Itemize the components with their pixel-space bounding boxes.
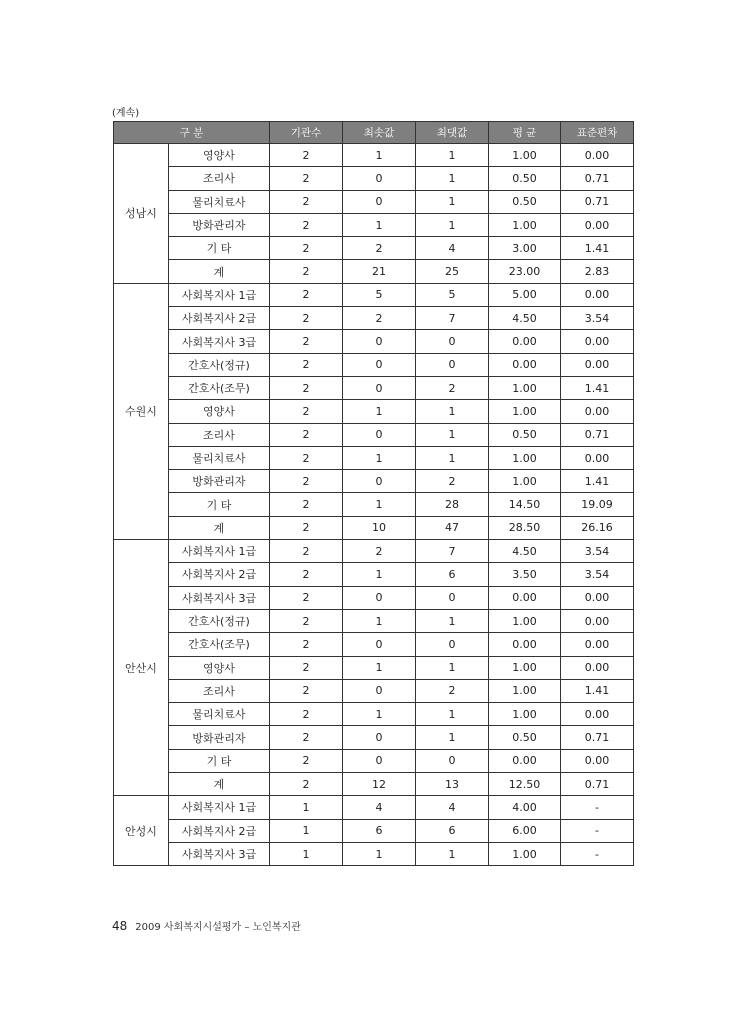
mean-cell: 0.00 bbox=[489, 749, 561, 772]
mean-cell: 23.00 bbox=[489, 260, 561, 283]
institutions-cell: 2 bbox=[270, 283, 343, 306]
staff-statistics-table bbox=[113, 121, 634, 866]
stddev-cell: 3.54 bbox=[561, 540, 634, 563]
max-cell: 25 bbox=[416, 260, 489, 283]
category-cell: 사회복지사 2급 bbox=[169, 819, 270, 842]
mean-cell: 28.50 bbox=[489, 516, 561, 539]
stddev-cell: 0.00 bbox=[561, 144, 634, 167]
mean-cell: 1.00 bbox=[489, 400, 561, 423]
stddev-cell: - bbox=[561, 819, 634, 842]
category-cell: 간호사(정규) bbox=[169, 353, 270, 376]
table-row bbox=[114, 144, 634, 167]
mean-cell: 4.50 bbox=[489, 307, 561, 330]
category-cell: 사회복지사 1급 bbox=[169, 796, 270, 819]
stddev-cell: - bbox=[561, 796, 634, 819]
category-cell: 방화관리자 bbox=[169, 213, 270, 236]
category-cell: 조리사 bbox=[169, 423, 270, 446]
table-row bbox=[114, 260, 634, 283]
table-row bbox=[114, 330, 634, 353]
mean-cell: 0.50 bbox=[489, 726, 561, 749]
mean-cell: 1.00 bbox=[489, 470, 561, 493]
institutions-cell: 2 bbox=[270, 423, 343, 446]
category-cell: 계 bbox=[169, 516, 270, 539]
institutions-cell: 2 bbox=[270, 516, 343, 539]
institutions-cell: 2 bbox=[270, 353, 343, 376]
min-cell: 6 bbox=[343, 819, 416, 842]
table-row bbox=[114, 819, 634, 842]
min-cell: 1 bbox=[343, 400, 416, 423]
mean-cell: 0.00 bbox=[489, 353, 561, 376]
institutions-cell: 2 bbox=[270, 703, 343, 726]
table-row bbox=[114, 376, 634, 399]
min-cell: 1 bbox=[343, 842, 416, 865]
category-cell: 영양사 bbox=[169, 656, 270, 679]
mean-cell: 0.50 bbox=[489, 423, 561, 446]
min-cell: 1 bbox=[343, 656, 416, 679]
header-institutions: 기관수 bbox=[270, 122, 343, 144]
mean-cell: 1.00 bbox=[489, 609, 561, 632]
stddev-cell: 0.00 bbox=[561, 703, 634, 726]
mean-cell: 12.50 bbox=[489, 773, 561, 796]
mean-cell: 0.00 bbox=[489, 633, 561, 656]
category-cell: 사회복지사 3급 bbox=[169, 842, 270, 865]
max-cell: 1 bbox=[416, 842, 489, 865]
stddev-cell: 0.71 bbox=[561, 190, 634, 213]
min-cell: 0 bbox=[343, 190, 416, 213]
stddev-cell: 3.54 bbox=[561, 563, 634, 586]
institutions-cell: 2 bbox=[270, 726, 343, 749]
table-row bbox=[114, 773, 634, 796]
table-body bbox=[114, 144, 634, 866]
table-row bbox=[114, 679, 634, 702]
institutions-cell: 2 bbox=[270, 563, 343, 586]
table-row bbox=[114, 656, 634, 679]
institutions-cell: 2 bbox=[270, 773, 343, 796]
min-cell: 0 bbox=[343, 726, 416, 749]
stddev-cell: 1.41 bbox=[561, 237, 634, 260]
min-cell: 0 bbox=[343, 376, 416, 399]
mean-cell: 1.00 bbox=[489, 376, 561, 399]
category-cell: 영양사 bbox=[169, 400, 270, 423]
category-cell: 사회복지사 2급 bbox=[169, 307, 270, 330]
max-cell: 1 bbox=[416, 400, 489, 423]
mean-cell: 0.00 bbox=[489, 586, 561, 609]
institutions-cell: 2 bbox=[270, 376, 343, 399]
category-cell: 방화관리자 bbox=[169, 726, 270, 749]
category-cell: 사회복지사 3급 bbox=[169, 330, 270, 353]
min-cell: 4 bbox=[343, 796, 416, 819]
table-row bbox=[114, 726, 634, 749]
header-row bbox=[114, 122, 634, 144]
category-cell: 기 타 bbox=[169, 493, 270, 516]
table-row bbox=[114, 493, 634, 516]
institutions-cell: 2 bbox=[270, 190, 343, 213]
stddev-cell: - bbox=[561, 842, 634, 865]
institutions-cell: 1 bbox=[270, 796, 343, 819]
table-row bbox=[114, 237, 634, 260]
mean-cell: 3.50 bbox=[489, 563, 561, 586]
page-footer bbox=[112, 918, 301, 933]
min-cell: 1 bbox=[343, 703, 416, 726]
institutions-cell: 2 bbox=[270, 446, 343, 469]
table-row bbox=[114, 307, 634, 330]
institutions-cell: 2 bbox=[270, 749, 343, 772]
mean-cell: 0.00 bbox=[489, 330, 561, 353]
page-number: 48 bbox=[112, 919, 128, 933]
stddev-cell: 0.00 bbox=[561, 400, 634, 423]
category-cell: 계 bbox=[169, 773, 270, 796]
category-cell: 물리치료사 bbox=[169, 190, 270, 213]
institutions-cell: 2 bbox=[270, 656, 343, 679]
stddev-cell: 0.71 bbox=[561, 773, 634, 796]
min-cell: 1 bbox=[343, 213, 416, 236]
max-cell: 1 bbox=[416, 423, 489, 446]
category-cell: 간호사(조무) bbox=[169, 633, 270, 656]
max-cell: 1 bbox=[416, 167, 489, 190]
min-cell: 2 bbox=[343, 540, 416, 563]
min-cell: 0 bbox=[343, 470, 416, 493]
region-cell: 수원시 bbox=[114, 283, 169, 539]
institutions-cell: 2 bbox=[270, 540, 343, 563]
mean-cell: 1.00 bbox=[489, 679, 561, 702]
max-cell: 1 bbox=[416, 144, 489, 167]
stddev-cell: 1.41 bbox=[561, 679, 634, 702]
category-cell: 사회복지사 2급 bbox=[169, 563, 270, 586]
category-cell: 간호사(조무) bbox=[169, 376, 270, 399]
table-row bbox=[114, 470, 634, 493]
region-cell: 안산시 bbox=[114, 540, 169, 796]
category-cell: 물리치료사 bbox=[169, 446, 270, 469]
max-cell: 2 bbox=[416, 679, 489, 702]
max-cell: 1 bbox=[416, 213, 489, 236]
min-cell: 10 bbox=[343, 516, 416, 539]
region-cell: 성남시 bbox=[114, 144, 169, 284]
continuation-label: (계속) bbox=[112, 108, 140, 119]
institutions-cell: 2 bbox=[270, 260, 343, 283]
min-cell: 0 bbox=[343, 633, 416, 656]
stddev-cell: 0.00 bbox=[561, 586, 634, 609]
institutions-cell: 2 bbox=[270, 400, 343, 423]
min-cell: 1 bbox=[343, 446, 416, 469]
institutions-cell: 2 bbox=[270, 237, 343, 260]
category-cell: 조리사 bbox=[169, 679, 270, 702]
table-row bbox=[114, 516, 634, 539]
min-cell: 21 bbox=[343, 260, 416, 283]
max-cell: 0 bbox=[416, 330, 489, 353]
stddev-cell: 0.00 bbox=[561, 353, 634, 376]
institutions-cell: 2 bbox=[270, 586, 343, 609]
max-cell: 0 bbox=[416, 586, 489, 609]
table-row bbox=[114, 633, 634, 656]
category-cell: 영양사 bbox=[169, 144, 270, 167]
max-cell: 6 bbox=[416, 819, 489, 842]
min-cell: 2 bbox=[343, 237, 416, 260]
institutions-cell: 2 bbox=[270, 493, 343, 516]
stddev-cell: 0.00 bbox=[561, 609, 634, 632]
stddev-cell: 19.09 bbox=[561, 493, 634, 516]
institutions-cell: 2 bbox=[270, 679, 343, 702]
max-cell: 2 bbox=[416, 470, 489, 493]
institutions-cell: 2 bbox=[270, 470, 343, 493]
max-cell: 1 bbox=[416, 446, 489, 469]
stddev-cell: 0.00 bbox=[561, 283, 634, 306]
header-max: 최댓값 bbox=[416, 122, 489, 144]
mean-cell: 1.00 bbox=[489, 144, 561, 167]
table-row bbox=[114, 563, 634, 586]
min-cell: 0 bbox=[343, 586, 416, 609]
category-cell: 간호사(정규) bbox=[169, 609, 270, 632]
header-mean: 평 균 bbox=[489, 122, 561, 144]
category-cell: 사회복지사 3급 bbox=[169, 586, 270, 609]
max-cell: 4 bbox=[416, 237, 489, 260]
max-cell: 7 bbox=[416, 307, 489, 330]
header-min: 최솟값 bbox=[343, 122, 416, 144]
stddev-cell: 3.54 bbox=[561, 307, 634, 330]
mean-cell: 1.00 bbox=[489, 446, 561, 469]
table-row bbox=[114, 609, 634, 632]
category-cell: 기 타 bbox=[169, 749, 270, 772]
max-cell: 0 bbox=[416, 633, 489, 656]
stddev-cell: 0.71 bbox=[561, 726, 634, 749]
min-cell: 1 bbox=[343, 609, 416, 632]
min-cell: 5 bbox=[343, 283, 416, 306]
stddev-cell: 0.71 bbox=[561, 167, 634, 190]
min-cell: 0 bbox=[343, 423, 416, 446]
min-cell: 0 bbox=[343, 749, 416, 772]
max-cell: 2 bbox=[416, 376, 489, 399]
max-cell: 1 bbox=[416, 726, 489, 749]
institutions-cell: 2 bbox=[270, 330, 343, 353]
category-cell: 조리사 bbox=[169, 167, 270, 190]
max-cell: 5 bbox=[416, 283, 489, 306]
table-row bbox=[114, 842, 634, 865]
table-row bbox=[114, 540, 634, 563]
table-row bbox=[114, 703, 634, 726]
category-cell: 사회복지사 1급 bbox=[169, 540, 270, 563]
stddev-cell: 1.41 bbox=[561, 470, 634, 493]
max-cell: 0 bbox=[416, 353, 489, 376]
stddev-cell: 0.00 bbox=[561, 656, 634, 679]
stddev-cell: 0.00 bbox=[561, 446, 634, 469]
max-cell: 6 bbox=[416, 563, 489, 586]
institutions-cell: 2 bbox=[270, 167, 343, 190]
stddev-cell: 0.00 bbox=[561, 749, 634, 772]
institutions-cell: 2 bbox=[270, 213, 343, 236]
mean-cell: 1.00 bbox=[489, 842, 561, 865]
stddev-cell: 0.00 bbox=[561, 633, 634, 656]
table-row bbox=[114, 400, 634, 423]
max-cell: 28 bbox=[416, 493, 489, 516]
mean-cell: 14.50 bbox=[489, 493, 561, 516]
max-cell: 4 bbox=[416, 796, 489, 819]
stddev-cell: 0.71 bbox=[561, 423, 634, 446]
stddev-cell: 0.00 bbox=[561, 213, 634, 236]
institutions-cell: 2 bbox=[270, 609, 343, 632]
table-row bbox=[114, 190, 634, 213]
max-cell: 47 bbox=[416, 516, 489, 539]
max-cell: 0 bbox=[416, 749, 489, 772]
institutions-cell: 1 bbox=[270, 819, 343, 842]
table-row bbox=[114, 446, 634, 469]
max-cell: 1 bbox=[416, 703, 489, 726]
table-row bbox=[114, 586, 634, 609]
category-cell: 계 bbox=[169, 260, 270, 283]
mean-cell: 1.00 bbox=[489, 703, 561, 726]
mean-cell: 4.00 bbox=[489, 796, 561, 819]
category-cell: 기 타 bbox=[169, 237, 270, 260]
category-cell: 물리치료사 bbox=[169, 703, 270, 726]
institutions-cell: 2 bbox=[270, 633, 343, 656]
footer-title: 2009 사회복지시설평가 – 노인복지관 bbox=[135, 922, 301, 933]
table-row bbox=[114, 167, 634, 190]
mean-cell: 6.00 bbox=[489, 819, 561, 842]
header-category: 구 분 bbox=[114, 122, 270, 144]
table-row bbox=[114, 213, 634, 236]
stddev-cell: 1.41 bbox=[561, 376, 634, 399]
max-cell: 7 bbox=[416, 540, 489, 563]
institutions-cell: 1 bbox=[270, 842, 343, 865]
table-row bbox=[114, 796, 634, 819]
header-stddev: 표준편차 bbox=[561, 122, 634, 144]
max-cell: 13 bbox=[416, 773, 489, 796]
min-cell: 2 bbox=[343, 307, 416, 330]
table-row bbox=[114, 423, 634, 446]
max-cell: 1 bbox=[416, 609, 489, 632]
mean-cell: 0.50 bbox=[489, 167, 561, 190]
mean-cell: 1.00 bbox=[489, 213, 561, 236]
stddev-cell: 26.16 bbox=[561, 516, 634, 539]
min-cell: 0 bbox=[343, 330, 416, 353]
table-row bbox=[114, 353, 634, 376]
category-cell: 방화관리자 bbox=[169, 470, 270, 493]
institutions-cell: 2 bbox=[270, 307, 343, 330]
min-cell: 1 bbox=[343, 493, 416, 516]
table-row bbox=[114, 749, 634, 772]
institutions-cell: 2 bbox=[270, 144, 343, 167]
min-cell: 0 bbox=[343, 679, 416, 702]
mean-cell: 1.00 bbox=[489, 656, 561, 679]
mean-cell: 3.00 bbox=[489, 237, 561, 260]
min-cell: 0 bbox=[343, 167, 416, 190]
min-cell: 0 bbox=[343, 353, 416, 376]
mean-cell: 0.50 bbox=[489, 190, 561, 213]
max-cell: 1 bbox=[416, 190, 489, 213]
category-cell: 사회복지사 1급 bbox=[169, 283, 270, 306]
table-row bbox=[114, 283, 634, 306]
stddev-cell: 0.00 bbox=[561, 330, 634, 353]
mean-cell: 5.00 bbox=[489, 283, 561, 306]
min-cell: 1 bbox=[343, 563, 416, 586]
min-cell: 1 bbox=[343, 144, 416, 167]
region-cell: 안성시 bbox=[114, 796, 169, 866]
min-cell: 12 bbox=[343, 773, 416, 796]
max-cell: 1 bbox=[416, 656, 489, 679]
stddev-cell: 2.83 bbox=[561, 260, 634, 283]
mean-cell: 4.50 bbox=[489, 540, 561, 563]
